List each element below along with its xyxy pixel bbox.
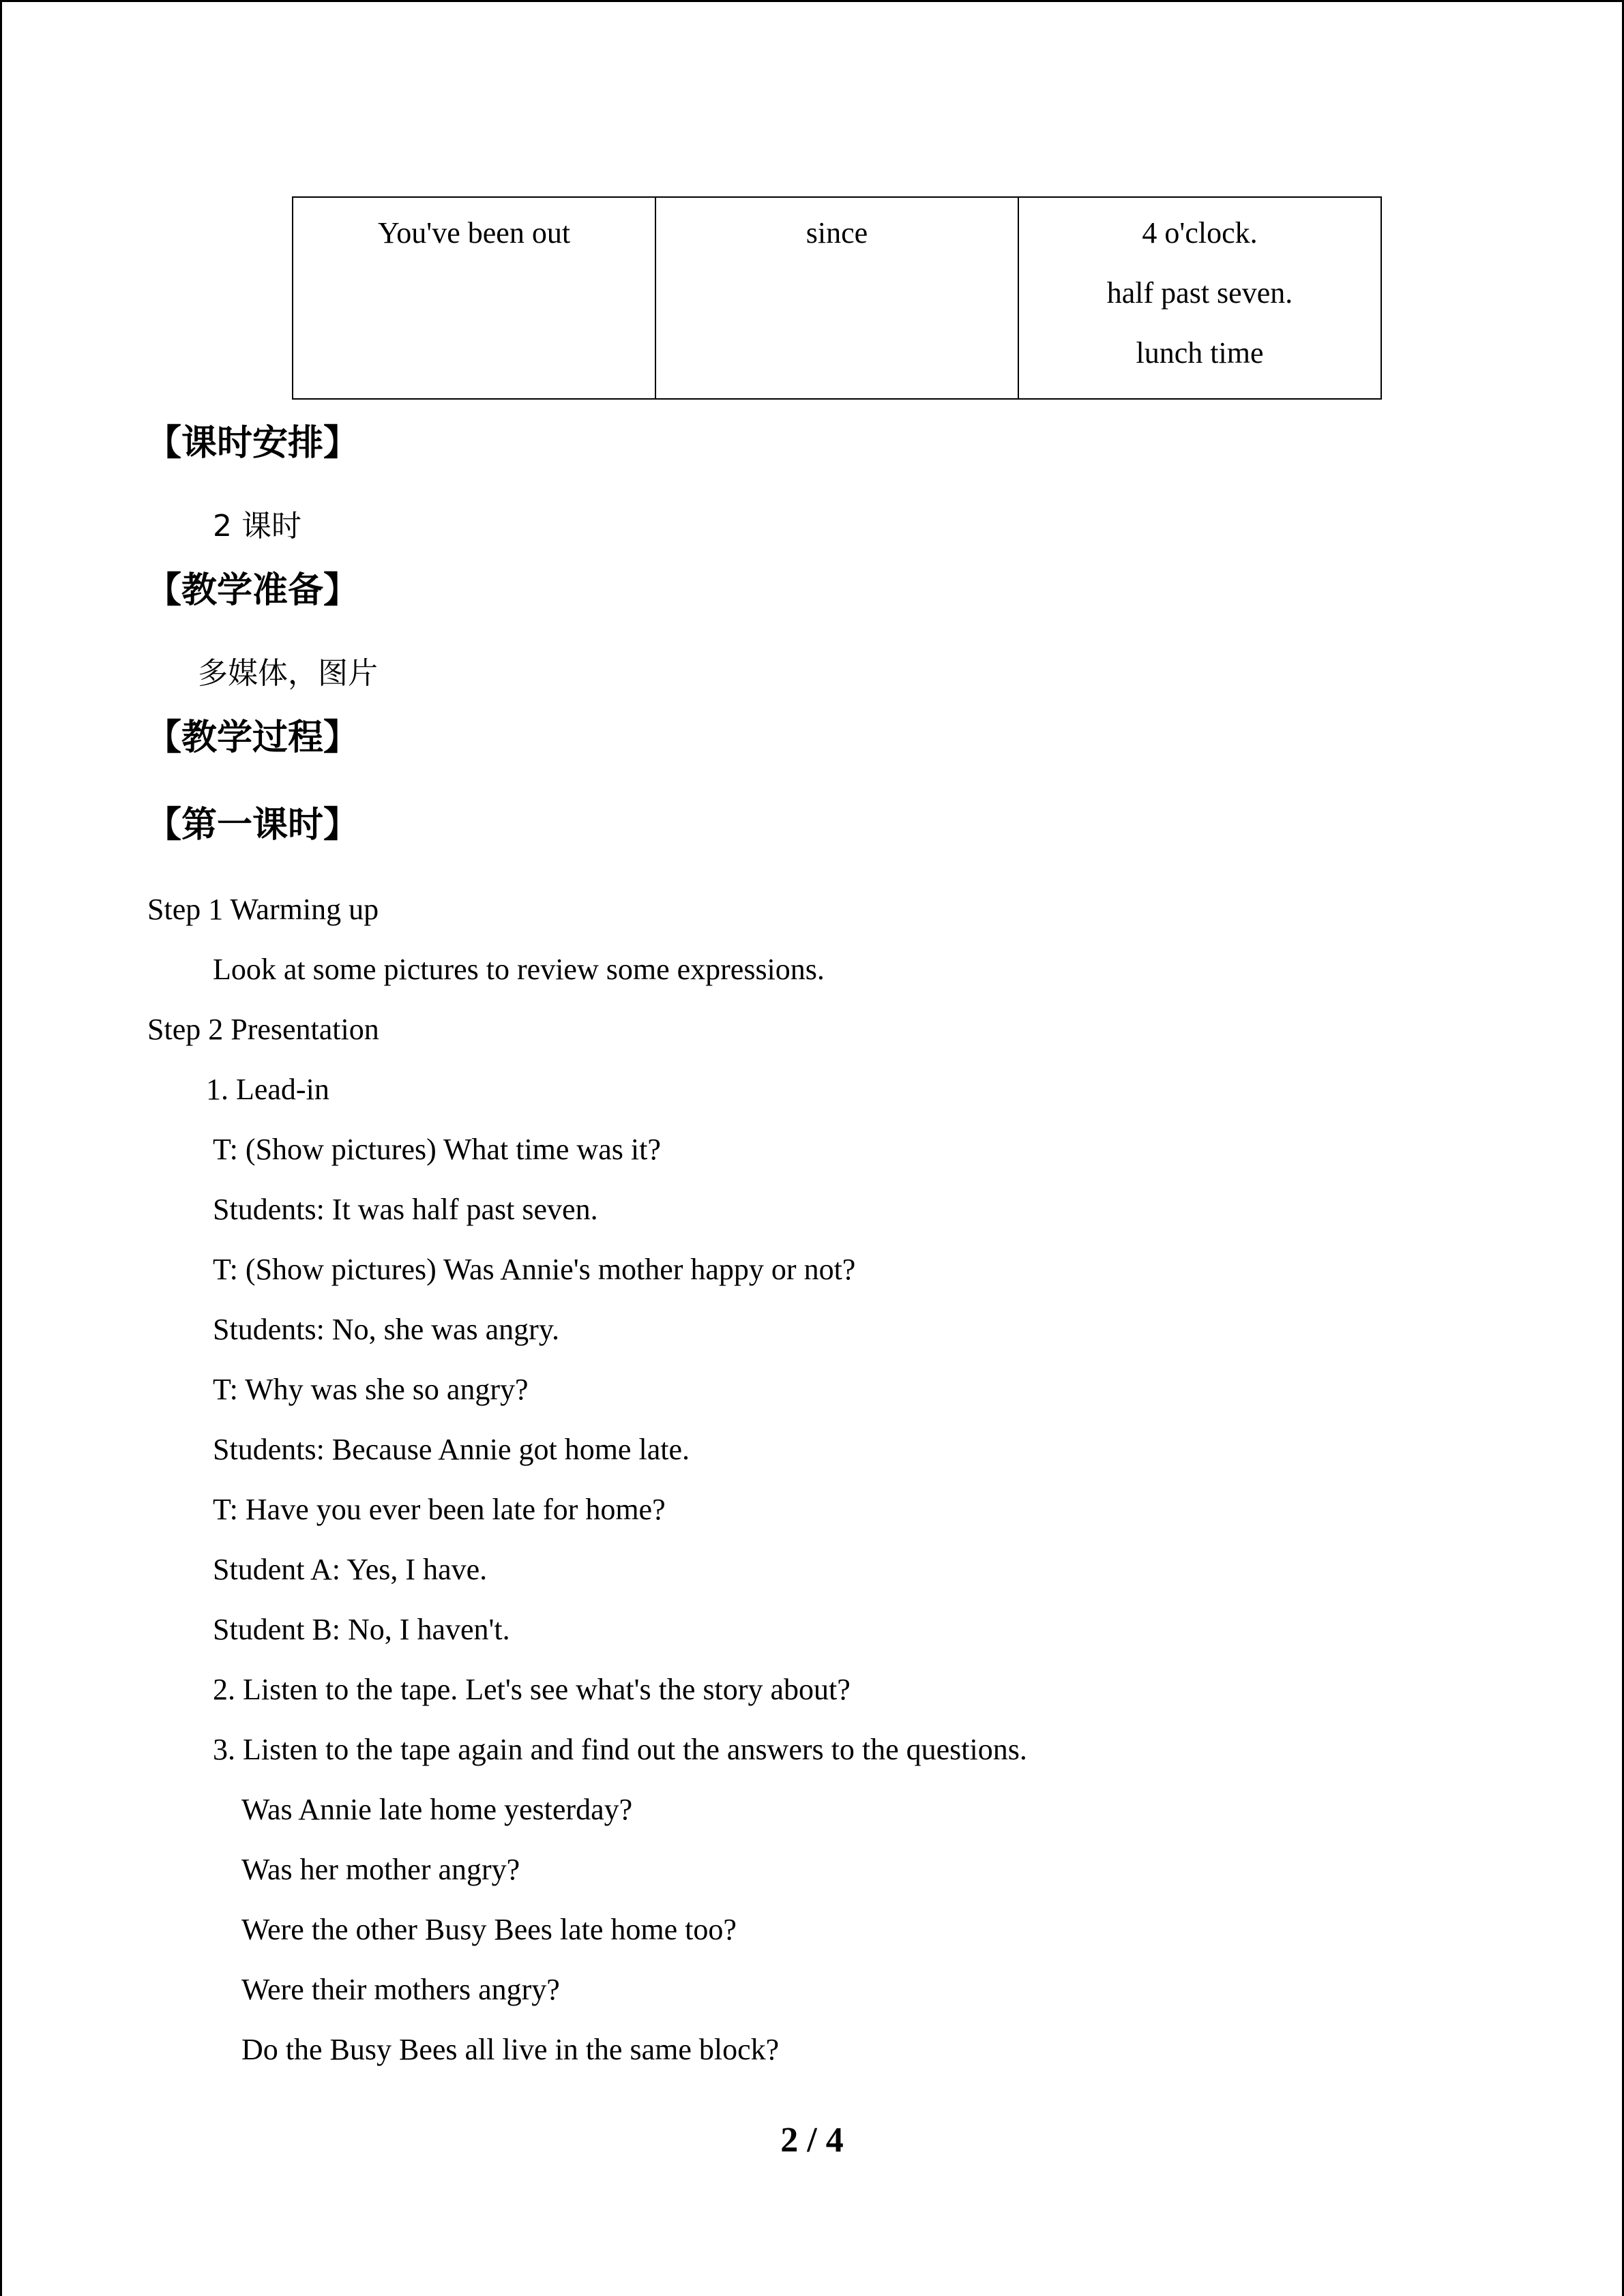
page-number: 2 / 4 [780,2121,844,2160]
schedule-heading: 【课时安排】 [146,423,359,464]
step1-text: Look at some pictures to review some expressions. [213,953,825,986]
table-cell-subject [293,197,655,399]
question-item: Was her mother angry? [241,1853,520,1886]
prep-heading: 【教学准备】 [146,570,359,611]
process-heading: 【教学过程】 [146,717,359,758]
question-item: Were the other Busy Bees late home too? [241,1913,737,1946]
dialogue-line: Students: It was half past seven. [213,1193,598,1226]
dialogue-line: Student B: No, I haven't. [213,1613,510,1646]
listen-instruction: 3. Listen to the tape again and find out the answers to the questions. [213,1733,1027,1766]
time-option: 4 o'clock. [1142,216,1258,250]
question-item: Do the Busy Bees all live in the same block? [241,2033,780,2066]
subject-text: You've been out [377,216,571,250]
table-cell-preposition [655,197,1018,399]
dialogue-line: Students: No, she was angry. [213,1313,559,1346]
lead-in-label: 1. Lead-in [206,1073,329,1106]
lesson1-heading: 【第一课时】 [146,805,359,846]
dialogue-line: Students: Because Annie got home late. [213,1433,690,1466]
time-option: half past seven. [1106,276,1293,310]
question-item: Was Annie late home yesterday? [241,1793,633,1826]
question-item: Were their mothers angry? [241,1973,560,2006]
step1-title: Step 1 Warming up [147,893,379,926]
step2-title: Step 2 Presentation [147,1013,379,1046]
dialogue-line: T: (Show pictures) What time was it? [213,1133,661,1166]
prep-text: 多媒体，图片 [198,656,378,691]
schedule-text: 2 课时 [213,509,301,543]
grammar-table [292,196,1382,400]
table-row [293,197,1381,399]
table-cell-times [1018,197,1381,399]
time-option: lunch time [1136,336,1264,370]
preposition-text: since [806,216,868,250]
dialogue-line: T: Why was she so angry? [213,1373,529,1406]
dialogue-line: T: Have you ever been late for home? [213,1493,666,1526]
dialogue-line: Student A: Yes, I have. [213,1553,488,1586]
dialogue-line: T: (Show pictures) Was Annie's mother happy or not? [213,1253,856,1286]
listen-instruction: 2. Listen to the tape. Let's see what's the story about? [213,1673,851,1706]
